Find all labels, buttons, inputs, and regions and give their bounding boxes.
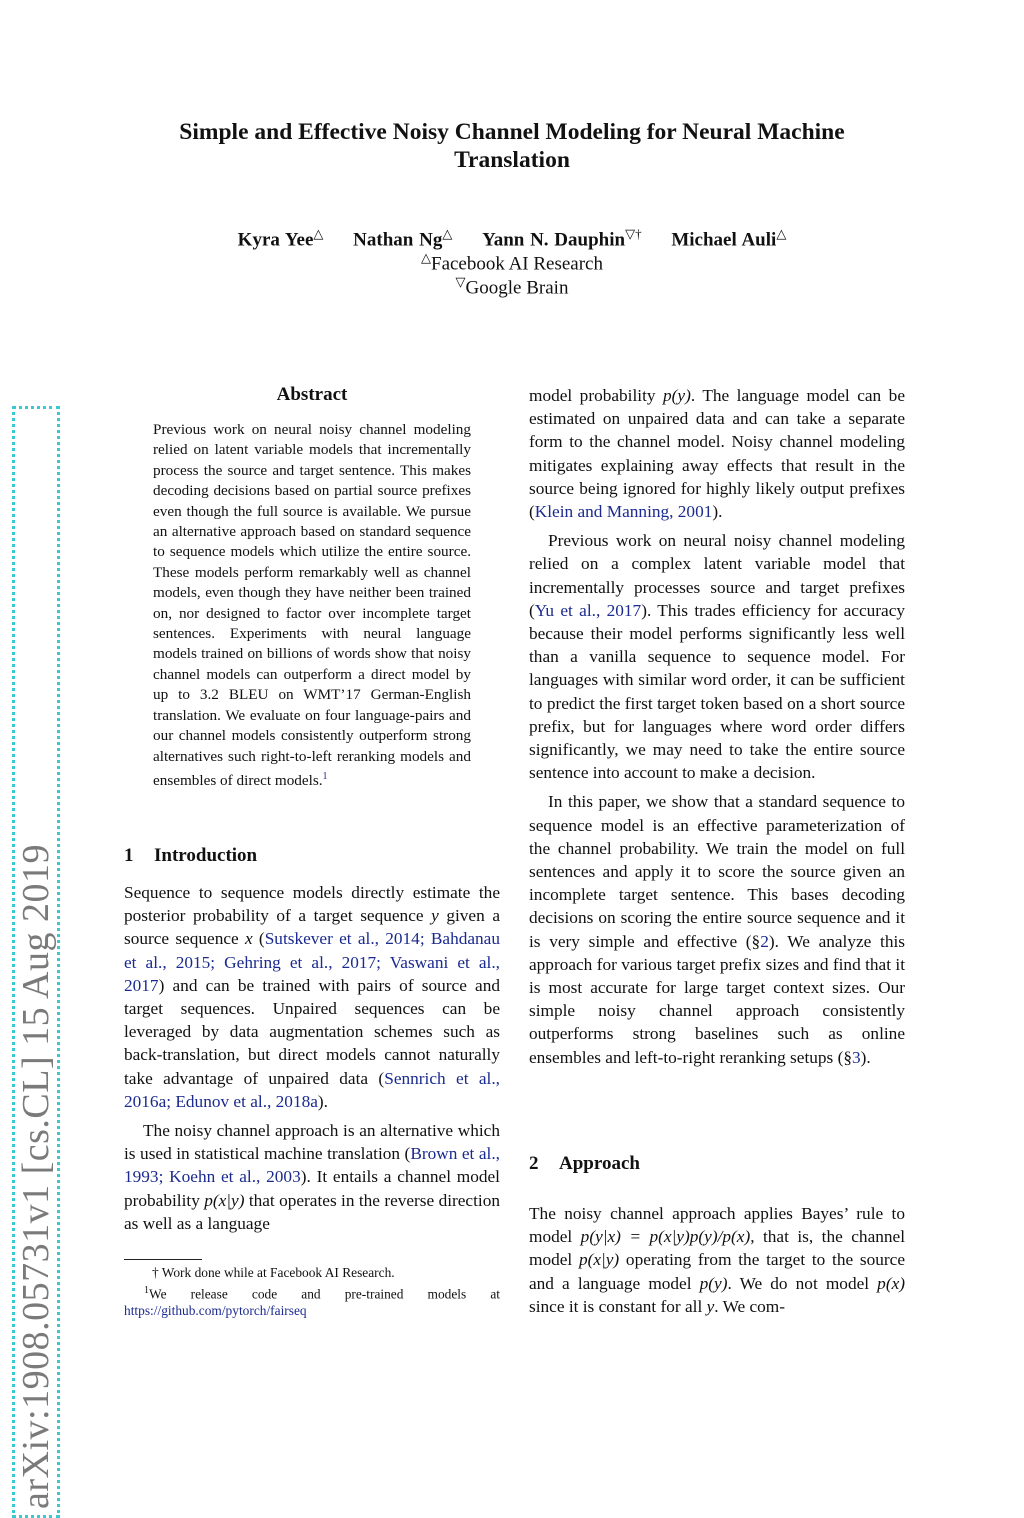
footnotes bbox=[124, 1264, 500, 1320]
footnote-rule bbox=[124, 1259, 202, 1260]
citation-link[interactable]: Yu et al., 2017 bbox=[534, 600, 642, 620]
affiliation-name: Google Brain bbox=[465, 277, 569, 299]
text: ). We analyze this approach for various target prefix sizes and find that it is most accurate for large target context sizes. Our simple noisy channel approach consistently outperforms strong baselines such as online ensembles and left-to-right reranking setups (§ bbox=[529, 931, 905, 1067]
section-number: 2 bbox=[529, 1153, 539, 1174]
text: given a source sequence bbox=[124, 906, 500, 949]
arxiv-id: arXiv:1908.05731v1 [cs.CL] 15 Aug 2019 bbox=[12, 406, 60, 1518]
abstract-text: Previous work on neural noisy channel modeling relied on latent variable models that incrementally process the source and target sentence. This makes decoding decisions based on partial source prefixes even though the full source is available. We pursue an alternative approach based on standard sequence to sequence models which utilize the entire source. These models perform remarkably well as channel models, even though they have neither been trained on, nor designed to factor over incomplete target sentences. Experiments with neural language models trained on billions of words show that noisy channel models can outperform a direct model by up to 3.2 BLEU on WMT’17 German-English translation. We evaluate on four language-pairs and our channel models consistently outperform strong alternatives such right-to-left reranking models and ensembles of direct models. bbox=[153, 421, 471, 789]
right-paragraph-3 bbox=[529, 790, 905, 1068]
text: since it is constant for all bbox=[529, 1296, 707, 1316]
abstract-body bbox=[153, 420, 471, 791]
section-heading-approach bbox=[529, 1153, 640, 1175]
citation-link[interactable]: Brown et al., 1993; Koehn et al., 2003 bbox=[124, 1144, 500, 1187]
text: that operates in the reverse direction as well as a language bbox=[124, 1190, 500, 1233]
text: . We do not model bbox=[727, 1273, 878, 1293]
footnote-dagger: † Work done while at Facebook AI Research. bbox=[152, 1265, 395, 1280]
text: In this paper, we show that a standard sequence to sequence model is an effective parameterization of the channel probability. We train the model on full sentences and apply it to score the source given an incomplete target sentence. This bases decoding decisions on scoring the entire source sequence and it is very simple and effective (§ bbox=[529, 792, 905, 951]
intro-paragraph-2 bbox=[124, 1119, 500, 1235]
text: The noisy channel approach applies Bayes’ rule to model bbox=[529, 1204, 905, 1247]
text: operating from the target to the source and a language model bbox=[529, 1250, 906, 1293]
math-expr: p(x) bbox=[877, 1273, 905, 1293]
text: ). bbox=[860, 1047, 871, 1067]
approach-column bbox=[529, 1202, 905, 1324]
right-paragraph-1 bbox=[529, 384, 905, 523]
paper-title bbox=[120, 118, 904, 174]
section-number: 1 bbox=[124, 845, 134, 866]
section-heading-introduction bbox=[124, 845, 257, 867]
text: , that is, the channel model bbox=[529, 1227, 906, 1270]
author-mark: △ bbox=[442, 226, 453, 241]
intro-paragraph-1 bbox=[124, 881, 500, 1113]
text: The noisy channel approach is an alternative which is used in statistical machine translation ( bbox=[124, 1121, 500, 1164]
text: Sequence to sequence models directly estimate the posterior probability of a target sequence bbox=[124, 883, 500, 926]
affiliation-name: Facebook AI Research bbox=[431, 253, 603, 275]
section-ref-link[interactable]: 3 bbox=[851, 1047, 861, 1067]
right-paragraph-2 bbox=[529, 529, 905, 784]
math-x: x bbox=[244, 929, 253, 949]
text: ). It entails a channel model probability bbox=[124, 1167, 500, 1210]
text: ). bbox=[712, 502, 723, 522]
math-expr: p(y) bbox=[663, 386, 691, 405]
author-mark: △ bbox=[776, 226, 787, 241]
text: ). This trades efficiency for accuracy because their model performs significantly less well than a vanilla sequence to sequence model. For languages with similar word order, it can be sufficient to predict the first target token based on a short source prefix, but for languages where word order differs significantly, we may need to take the entire source sentence into account to make a decision. bbox=[529, 600, 906, 783]
author-mark: △ bbox=[313, 226, 324, 241]
section-ref-link[interactable]: 2 bbox=[760, 931, 769, 951]
abstract-heading: Abstract bbox=[276, 384, 348, 405]
author-name: Nathan Ng bbox=[353, 229, 443, 251]
arxiv-stamp bbox=[14, 406, 58, 1518]
author-name: Yann N. Dauphin bbox=[482, 229, 626, 251]
math-expr: p(y|x) = p(x|y)p(y)/p(x) bbox=[580, 1227, 751, 1247]
right-column bbox=[529, 384, 905, 1075]
author-name: Michael Auli bbox=[671, 229, 777, 251]
section-title: Introduction bbox=[154, 845, 258, 866]
affiliation-2 bbox=[120, 270, 904, 300]
title-line-2: Translation bbox=[454, 147, 570, 173]
author-name: Kyra Yee bbox=[237, 229, 314, 251]
footnote-1 bbox=[124, 1282, 500, 1303]
math-y: y bbox=[431, 906, 439, 926]
author-mark: ▽† bbox=[625, 226, 642, 241]
title-line-1: Simple and Effective Noisy Channel Modeling for Neural Machine bbox=[179, 119, 845, 145]
left-column bbox=[124, 881, 500, 1241]
math-expr: p(x|y) bbox=[204, 1190, 245, 1210]
math-expr: p(y) bbox=[699, 1273, 728, 1293]
footnote-ref-1[interactable]: 1 bbox=[322, 770, 328, 782]
text: . The language model can be estimated on unpaired data and can take a separate form to the channel model. Noisy channel modeling mitigates explaining away effects that result in the source being ignored for highly likely output prefixes ( bbox=[529, 386, 905, 522]
text: model probability bbox=[529, 386, 663, 405]
math-expr: p(x|y) bbox=[578, 1250, 620, 1270]
text: ( bbox=[252, 929, 265, 949]
footnote-mark: 1 bbox=[144, 1284, 149, 1296]
affiliation-mark: △ bbox=[421, 250, 431, 265]
citation-link[interactable]: Sutskever et al., 2014; Bahdanau et al., 2015; Gehring et al., 2017; Vaswani et al., 2017 bbox=[124, 929, 500, 995]
citation-link[interactable]: Sennrich et al., 2016a; Edunov et al., 2018a bbox=[124, 1068, 501, 1111]
affiliation-mark: ▽ bbox=[455, 274, 466, 289]
math-expr: y bbox=[706, 1296, 715, 1316]
text: . We com- bbox=[714, 1296, 786, 1316]
footnote-url-link[interactable]: https://github.com/pytorch/fairseq bbox=[124, 1303, 307, 1319]
section-title: Approach bbox=[559, 1153, 640, 1174]
footnote-text: We release code and pre-trained models at bbox=[149, 1285, 500, 1301]
text: Previous work on neural noisy channel modeling relied on a complex latent variable model that incrementally processes source and target prefixes ( bbox=[529, 531, 905, 620]
text: ) and can be trained with pairs of source and target sequences. Unpaired sequences can be leveraged by data augmentation schemes such as back-translation, but direct models cannot naturally take advantage of unpaired data ( bbox=[124, 975, 500, 1088]
text: ). bbox=[317, 1091, 328, 1111]
citation-link[interactable]: Klein and Manning, 2001 bbox=[534, 502, 713, 522]
approach-paragraph-1 bbox=[529, 1202, 905, 1318]
